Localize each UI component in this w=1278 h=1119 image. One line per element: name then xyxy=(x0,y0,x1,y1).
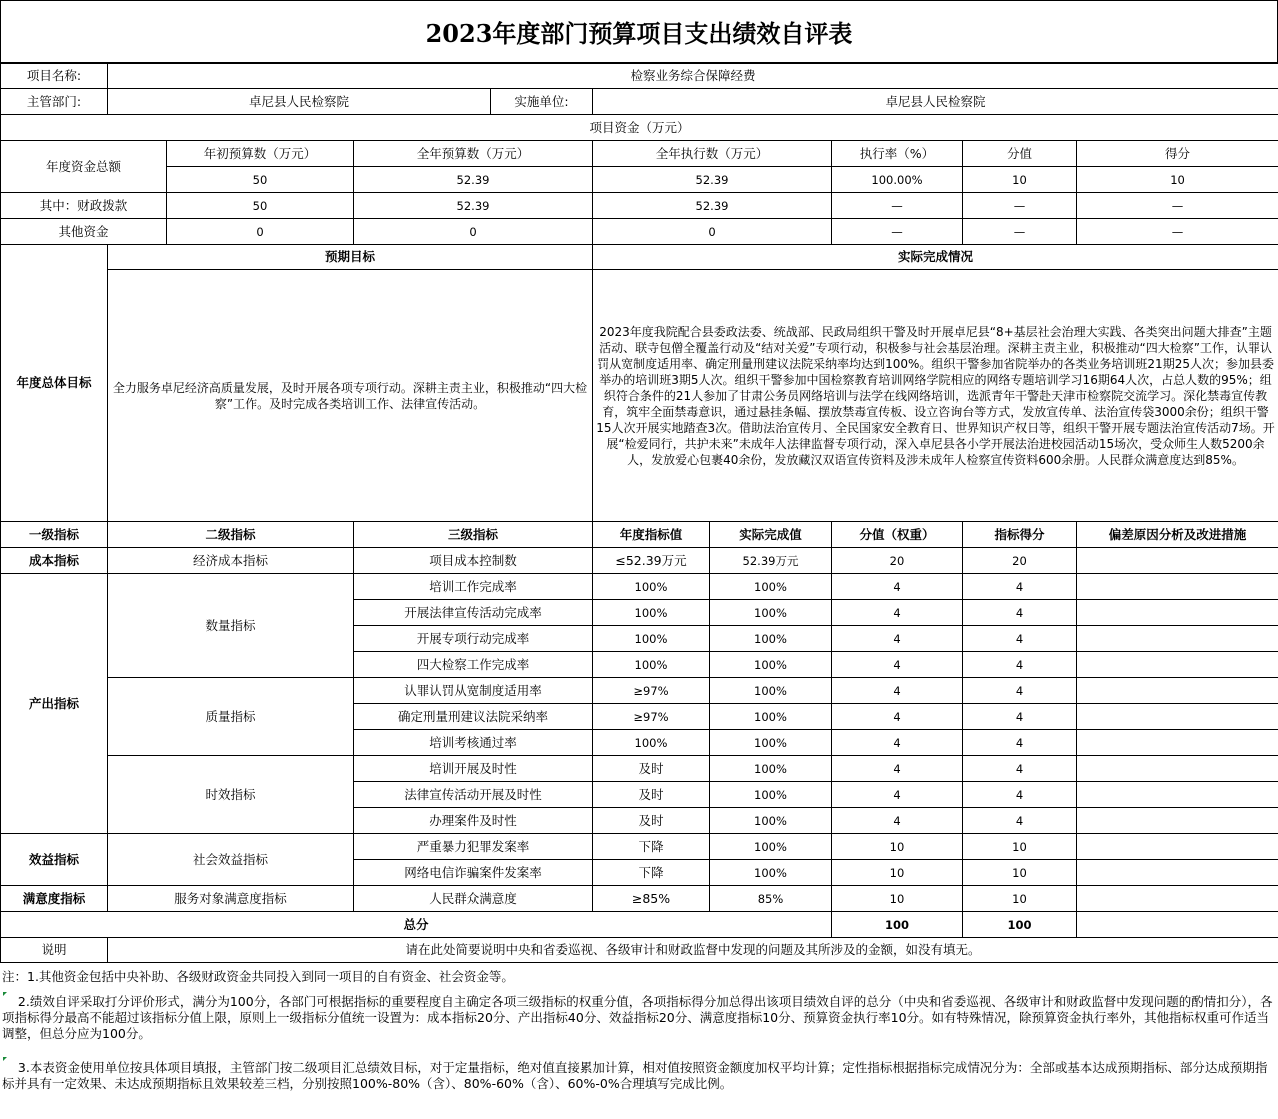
indicator-header: 三级指标 xyxy=(354,522,593,548)
target-value: 100% xyxy=(593,574,710,600)
fund-cell: — xyxy=(832,193,963,219)
score-value: 4 xyxy=(963,652,1077,678)
page-title: 2023年度部门预算项目支出绩效自评表 xyxy=(0,0,1278,63)
fund-cell: 0 xyxy=(354,219,593,245)
table-row xyxy=(1,756,1278,782)
weight-value: 20 xyxy=(832,548,963,574)
target-value: 100% xyxy=(593,652,710,678)
actual-value: 100% xyxy=(710,626,832,652)
weight-value: 10 xyxy=(832,834,963,860)
level1-indicator: 产出指标 xyxy=(1,574,108,834)
fund-cell: 100.00% xyxy=(832,167,963,193)
deviation-cell xyxy=(1077,652,1278,678)
fund-cell: 52.39 xyxy=(354,193,593,219)
target-value: 及时 xyxy=(593,782,710,808)
target-value: ≥97% xyxy=(593,704,710,730)
level3-indicator: 开展法律宣传活动完成率 xyxy=(354,600,593,626)
score-value: 4 xyxy=(963,782,1077,808)
fund-cell: — xyxy=(832,219,963,245)
target-value: 及时 xyxy=(593,756,710,782)
actual-value: 100% xyxy=(710,782,832,808)
deviation-cell xyxy=(1077,600,1278,626)
fund-header: 得分 xyxy=(1077,141,1278,167)
level2-indicator: 经济成本指标 xyxy=(108,548,354,574)
weight-value: 4 xyxy=(832,600,963,626)
goals-label: 年度总体目标 xyxy=(1,245,108,522)
project-name-label: 项目名称: xyxy=(1,64,108,89)
deviation-cell xyxy=(1077,548,1278,574)
level3-indicator: 人民群众满意度 xyxy=(354,886,593,912)
target-value: ≥85% xyxy=(593,886,710,912)
fund-cell: 0 xyxy=(167,219,354,245)
weight-value: 10 xyxy=(832,886,963,912)
fund-cell: 52.39 xyxy=(354,167,593,193)
total-label: 总分 xyxy=(1,912,832,938)
score-value: 4 xyxy=(963,600,1077,626)
fund-cell: 10 xyxy=(1077,167,1278,193)
score-value: 10 xyxy=(963,834,1077,860)
level3-indicator: 严重暴力犯罪发案率 xyxy=(354,834,593,860)
deviation-cell xyxy=(1077,626,1278,652)
target-value: 下降 xyxy=(593,834,710,860)
actual-result-text: 2023年度我院配合县委政法委、统战部、民政局组织干警及时开展卓尼县“8+基层社会治理大实践、各类突出问题大排查”主题活动、联寺包僧全覆盖行动及“结对关爱”专项行动，积极参与社会基层治理。深耕主责主业，积极推动“四大检察”工作，认罪认罚从宽制度适用率、确定刑量刑建议法院采纳率均达到100%。组织干警参加省院举办的各类业务培训班21期25人次；参加县委举办的培训班3期5人次。组织干警参加中国检察教育培训网络学院相应的网络专题培训学习16期64人次，占总人数的95%；组织符合条件的21人参加了甘肃公务员网络培训与法学在线网络培训，选派青年干警赴天津市检察院交流学习。深化禁毒宣传教育，筑牢全面禁毒意识，通过悬挂条幅、摆放禁毒宣传板、设立咨询台等方式，发放宣传单、法治宣传袋3000余份；组织干警15人次开展实地踏查3次。借助法治宣传月、全民国家安全教育日、世界知识产权日等，组织干警开展专题法治宣传活动7场。开展“检爱同行，共护未来”未成年人法律监督专项行动，深入卓尼县各小学开展法治进校园活动15场次，受众师生人数5200余人，发放爱心包裹40余份，发放藏汉双语宣传资料及涉未成年人检察宣传资料600余册。人民群众满意度达到85%。 xyxy=(593,270,1278,522)
footnote-2: 2.绩效自评采取打分评价形式，满分为100分，各部门可根据指标的重要程度自主确定各项三级指标的权重分值，各项指标得分加总得出该项目绩效自评的总分（中央和省委巡视、各级审计和财政监督中发现问题的酌情扣分），各项指标得分最高不能超过该指标分值上限，原则上一级指标分值统一设置为：成本指标20分、产出指标40分、效益指标20分、满意度指标10分、预算资金执行率10分。如有特殊情况，除预算资金执行率外，其他指标权重可作适当调整，但总分应为100分。 xyxy=(2,994,1273,1041)
level3-indicator: 网络电信诈骗案件发案率 xyxy=(354,860,593,886)
footnotes xyxy=(0,966,1278,1092)
actual-value: 100% xyxy=(710,600,832,626)
table-row xyxy=(1,834,1278,860)
actual-value: 52.39万元 xyxy=(710,548,832,574)
score-value: 10 xyxy=(963,860,1077,886)
fund-cell: 50 xyxy=(167,167,354,193)
indicator-header: 实际完成值 xyxy=(710,522,832,548)
score-value: 10 xyxy=(963,886,1077,912)
level2-indicator: 数量指标 xyxy=(108,574,354,678)
level3-indicator: 法律宣传活动开展及时性 xyxy=(354,782,593,808)
fund-header: 年初预算数（万元） xyxy=(167,141,354,167)
deviation-cell xyxy=(1077,782,1278,808)
level3-indicator: 确定刑量刑建议法院采纳率 xyxy=(354,704,593,730)
footnote-1: 注：1.其他资金包括中央补助、各级财政资金共同投入到同一项目的自有资金、社会资金等。 xyxy=(2,969,514,984)
target-value: 及时 xyxy=(593,808,710,834)
fund-cell: 50 xyxy=(167,193,354,219)
target-value: 下降 xyxy=(593,860,710,886)
score-value: 20 xyxy=(963,548,1077,574)
deviation-cell xyxy=(1077,808,1278,834)
target-value: 100% xyxy=(593,600,710,626)
fund-header: 全年执行数（万元） xyxy=(593,141,832,167)
level3-indicator: 认罪认罚从宽制度适用率 xyxy=(354,678,593,704)
weight-value: 4 xyxy=(832,756,963,782)
indicator-header: 一级指标 xyxy=(1,522,108,548)
score-value: 4 xyxy=(963,678,1077,704)
fund-cell: 0 xyxy=(593,219,832,245)
fund-row-label: 其他资金 xyxy=(1,219,167,245)
actual-value: 100% xyxy=(710,860,832,886)
deviation-cell xyxy=(1077,678,1278,704)
weight-value: 4 xyxy=(832,626,963,652)
level3-indicator: 开展专项行动完成率 xyxy=(354,626,593,652)
score-value: 4 xyxy=(963,756,1077,782)
score-value: 4 xyxy=(963,574,1077,600)
indicator-header: 指标得分 xyxy=(963,522,1077,548)
explain-row xyxy=(1,938,1278,963)
expected-goal-header: 预期目标 xyxy=(108,245,593,270)
actual-value: 100% xyxy=(710,756,832,782)
total-score: 100 xyxy=(963,912,1077,938)
cell-comment-marker xyxy=(3,992,7,996)
deviation-cell xyxy=(1077,834,1278,860)
actual-value: 100% xyxy=(710,808,832,834)
unit-value: 卓尼县人民检察院 xyxy=(593,89,1278,115)
actual-value: 100% xyxy=(710,574,832,600)
deviation-cell xyxy=(1077,756,1278,782)
actual-value: 100% xyxy=(710,652,832,678)
level2-indicator: 社会效益指标 xyxy=(108,834,354,886)
fund-header: 全年预算数（万元） xyxy=(354,141,593,167)
fund-cell: 52.39 xyxy=(593,167,832,193)
indicator-header: 二级指标 xyxy=(108,522,354,548)
table-row xyxy=(1,574,1278,600)
performance-table xyxy=(0,63,1278,963)
target-value: ≥97% xyxy=(593,678,710,704)
level3-indicator: 培训开展及时性 xyxy=(354,756,593,782)
actual-value: 100% xyxy=(710,678,832,704)
deviation-cell xyxy=(1077,574,1278,600)
table-row xyxy=(1,678,1278,704)
fund-cell: — xyxy=(1077,193,1278,219)
level1-indicator: 效益指标 xyxy=(1,834,108,886)
level3-indicator: 培训工作完成率 xyxy=(354,574,593,600)
table-row xyxy=(1,548,1278,574)
fund-cell: 52.39 xyxy=(593,193,832,219)
weight-value: 4 xyxy=(832,808,963,834)
fund-row-label: 年度资金总额 xyxy=(1,141,167,193)
fund-header: 分值 xyxy=(963,141,1077,167)
fund-cell: — xyxy=(963,219,1077,245)
weight-value: 4 xyxy=(832,574,963,600)
indicator-header: 年度指标值 xyxy=(593,522,710,548)
level2-indicator: 时效指标 xyxy=(108,756,354,834)
level3-indicator: 办理案件及时性 xyxy=(354,808,593,834)
dept-label: 主管部门: xyxy=(1,89,108,115)
actual-value: 100% xyxy=(710,704,832,730)
fund-row-label: 其中：财政拨款 xyxy=(1,193,167,219)
total-row xyxy=(1,912,1278,938)
actual-value: 85% xyxy=(710,886,832,912)
actual-value: 100% xyxy=(710,730,832,756)
weight-value: 10 xyxy=(832,860,963,886)
actual-result-header: 实际完成情况 xyxy=(593,245,1278,270)
table-row xyxy=(1,886,1278,912)
fund-cell: — xyxy=(1077,219,1278,245)
target-value: ≤52.39万元 xyxy=(593,548,710,574)
level1-indicator: 满意度指标 xyxy=(1,886,108,912)
deviation-cell xyxy=(1077,704,1278,730)
weight-value: 4 xyxy=(832,782,963,808)
total-weight: 100 xyxy=(832,912,963,938)
fund-header: 执行率（%） xyxy=(832,141,963,167)
level3-indicator: 培训考核通过率 xyxy=(354,730,593,756)
score-value: 4 xyxy=(963,730,1077,756)
deviation-cell xyxy=(1077,912,1278,938)
level3-indicator: 项目成本控制数 xyxy=(354,548,593,574)
deviation-cell xyxy=(1077,860,1278,886)
explain-text: 请在此处简要说明中央和省委巡视、各级审计和财政监督中发现的问题及其所涉及的金额，如没有填无。 xyxy=(108,938,1278,963)
target-value: 100% xyxy=(593,730,710,756)
fund-cell: — xyxy=(963,193,1077,219)
level2-indicator: 质量指标 xyxy=(108,678,354,756)
score-value: 4 xyxy=(963,704,1077,730)
project-name: 检察业务综合保障经费 xyxy=(108,64,1278,89)
dept-value: 卓尼县人民检察院 xyxy=(108,89,491,115)
unit-label: 实施单位: xyxy=(491,89,593,115)
score-value: 4 xyxy=(963,626,1077,652)
weight-value: 4 xyxy=(832,652,963,678)
cell-comment-marker xyxy=(3,1057,7,1061)
fund-cell: 10 xyxy=(963,167,1077,193)
indicator-header: 分值（权重） xyxy=(832,522,963,548)
indicator-header: 偏差原因分析及改进措施 xyxy=(1077,522,1278,548)
level1-indicator: 成本指标 xyxy=(1,548,108,574)
level3-indicator: 四大检察工作完成率 xyxy=(354,652,593,678)
funds-section-header: 项目资金（万元） xyxy=(1,115,1278,141)
weight-value: 4 xyxy=(832,678,963,704)
deviation-cell xyxy=(1077,730,1278,756)
weight-value: 4 xyxy=(832,730,963,756)
weight-value: 4 xyxy=(832,704,963,730)
actual-value: 100% xyxy=(710,834,832,860)
deviation-cell xyxy=(1077,886,1278,912)
level2-indicator: 服务对象满意度指标 xyxy=(108,886,354,912)
footnote-3: 3.本表资金使用单位按具体项目填报，主管部门按二级项目汇总绩效目标，对于定量指标，绝对值直接累加计算，相对值按照资金额度加权平均计算；定性指标根据指标完成情况分为：全部或基本达成预期指标、部分达成预期指标并具有一定效果、未达成预期指标且效果较差三档，分别按照100%-80%（含）、80%-60%（含）、60%-0%合理填写完成比例。 xyxy=(2,1060,1268,1091)
explain-label: 说明 xyxy=(1,938,108,963)
score-value: 4 xyxy=(963,808,1077,834)
target-value: 100% xyxy=(593,626,710,652)
expected-goal-text: 全力服务卓尼经济高质量发展，及时开展各项专项行动。深耕主责主业，积极推动“四大检察”工作。及时完成各类培训工作、法律宣传活动。 xyxy=(108,270,593,522)
